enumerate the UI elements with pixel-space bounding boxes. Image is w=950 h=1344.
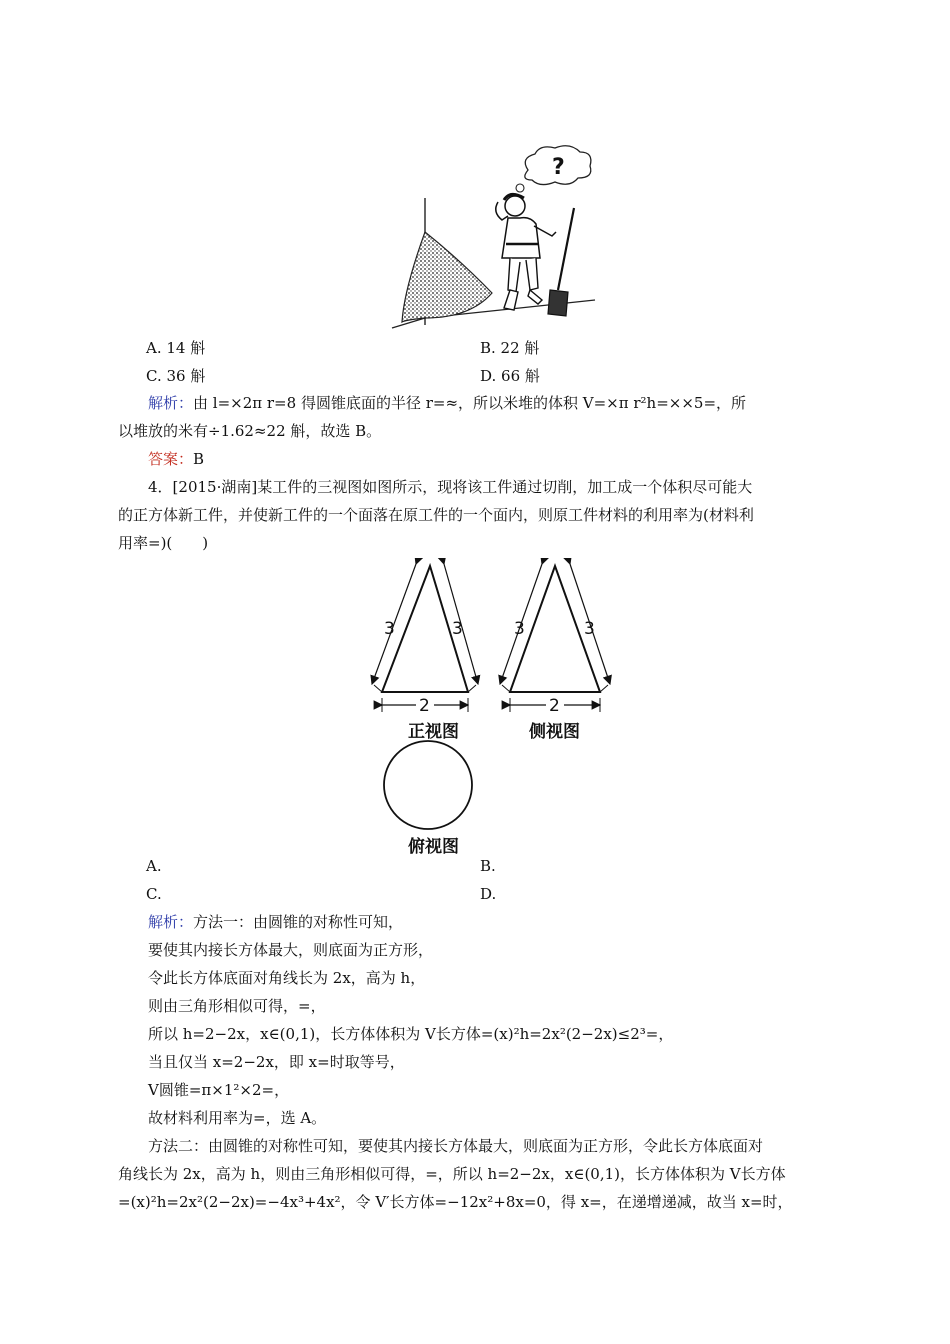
q3-option-d: D. 66 斛 [480,367,540,385]
q4-stem-line2: 的正方体新工件，并使新工件的一个面落在原工件的一个面内，则原工件材料的利用率为(材料利 [118,506,754,524]
front-view-base: 2 [419,696,430,716]
q3-analysis-line1: 由 l=×2π r=8 得圆锥底面的半径 r=≈，所以米堆的体积 V=×π r²h=××5=，所 [193,394,747,412]
side-view-slant-left: 3 [514,619,525,639]
q3-option-b: B. 22 斛 [480,339,540,357]
q4-method1-line: 当且仅当 x=2−2x，即 x=时取等号， [148,1053,405,1071]
top-view-circle [380,740,476,830]
q4-option-b: B. [480,857,496,875]
q4-method1-line: V圆锥=π×1²×2=， [148,1081,290,1099]
q4-option-d: D. [480,885,497,903]
three-view-figure [360,558,630,723]
q4-stem-line1: 4．[2015·湖南]某工件的三视图如图所示，现将该工件通过切削，加工成一个体积尽可能大 [148,478,753,496]
q4-method2-line: =(x)²h=2x²(2−2x)=−4x³+4x²，令 V′长方体=−12x²+8x=0，得 x=，在递增递减，故当 x=时， [118,1193,793,1211]
q4-analysis-start [148,912,403,932]
q4-method1-line: 令此长方体底面对角线长为 2x，高为 h， [148,969,426,987]
q4-method2-line: 方法二：由圆锥的对称性可知，要使其内接长方体最大，则底面为正方形，令此长方体底面对 [148,1137,764,1155]
front-view-slant-left: 3 [384,619,395,639]
side-view-base: 2 [549,696,560,716]
q3-analysis-line2: 以堆放的米有÷1.62≈22 斛，故选 B。 [118,422,382,440]
q4-method2-line: 角线长为 2x，高为 h，则由三角形相似可得，=，所以 h=2−2x，x∈(0,1)，长方体体积为 V长方体 [118,1165,786,1183]
q3-answer [148,449,204,469]
q4-method1-line: 所以 h=2−2x，x∈(0,1)，长方体体积为 V长方体=(x)²h=2x²(2−2x)≤2³=， [148,1025,674,1043]
rice-pile-illustration [380,140,610,335]
q3-analysis-label: 解析： [148,394,194,412]
front-view-slant-right: 3 [452,619,463,639]
q4-option-a: A. [146,857,162,875]
q3-answer-value: B [193,450,205,468]
q4-stem-line3: 用率=)( ) [118,534,209,552]
q4-method1-line: 则由三角形相似可得，=， [148,997,326,1015]
q3-analysis [148,393,746,413]
side-view-slant-right: 3 [584,619,595,639]
svg-text:?: ? [552,155,565,180]
front-view-label: 正视图 [408,722,459,742]
q3-option-c: C. 36 斛 [146,367,206,385]
q4-analysis-label: 解析： [148,913,194,931]
q4-option-c: C. [146,885,162,903]
q4-method1-line: 方法一：由圆锥的对称性可知， [193,913,404,931]
q3-option-a: A. 14 斛 [146,339,206,357]
top-view-label: 俯视图 [408,837,459,857]
q4-method1-line: 要使其内接长方体最大，则底面为正方形， [148,941,434,959]
q3-answer-label: 答案： [148,450,194,468]
q4-method1-line: 故材料利用率为=，选 A。 [148,1109,327,1127]
side-view-label: 侧视图 [529,722,580,742]
